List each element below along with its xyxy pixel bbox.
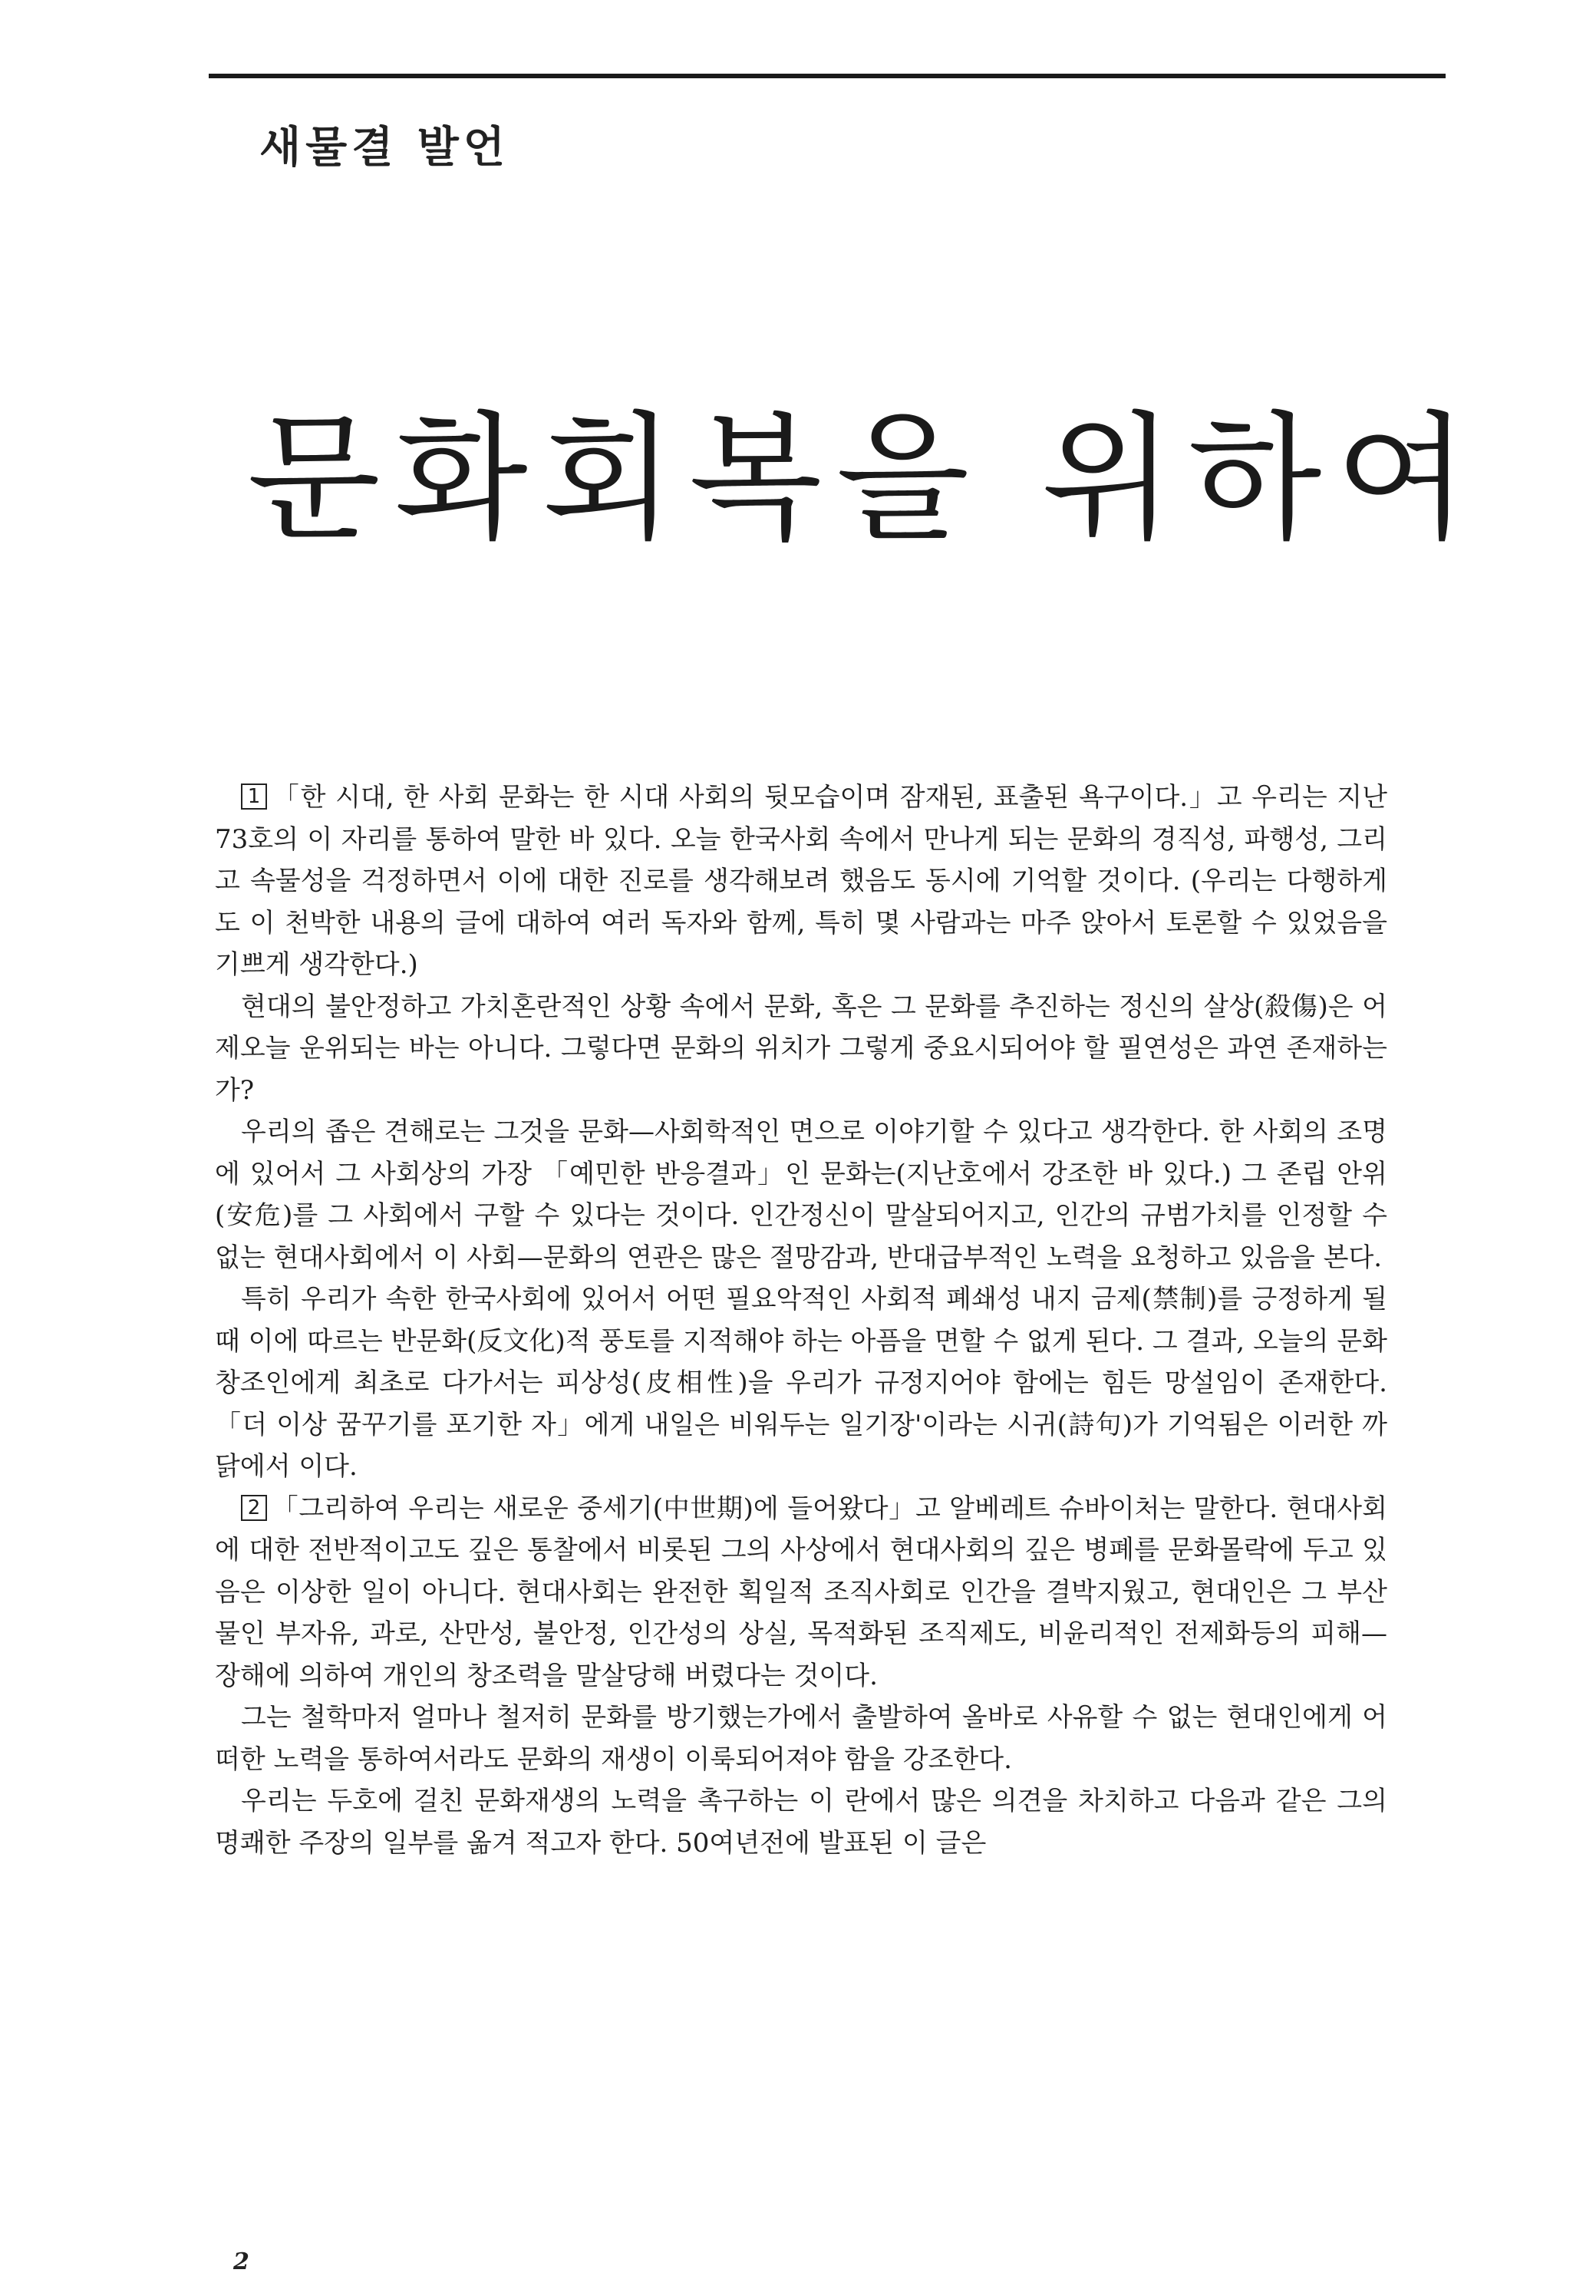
page-number: 2	[233, 2248, 249, 2275]
section-header: 새물결 발언	[259, 123, 509, 173]
paragraph	[215, 1488, 1387, 1697]
paragraph	[215, 1697, 1387, 1780]
paragraph-text: 「그리하여 우리는 새로운 중세기(中世期)에 들어왔다」고 알베레트 슈바이처는 말한다. 현대사회에 대한 전반적이고도 깊은 통찰에서 비롯된 그의 사상에서 현대사회의 깊은 병폐를 문화몰락에 두고 있음은 이상한 일이 아니다. 현대사회는 완전한 획일적 조직사회로 인간을 결박지웠고, 현대인은 그 부산물인 부자유, 과로, 산만성, 불안정, 인간성의 상실, 목적화된 조직제도, 비윤리적인 전제화등의 피해—장해에 의하여 개인의 창조력을 말살당해 버렸다는 것이다.	[215, 1493, 1387, 1691]
paragraph	[215, 986, 1387, 1112]
paragraph-text: 특히 우리가 속한 한국사회에 있어서 어떤 필요악적인 사회적 폐쇄성 내지 금제(禁制)를 긍정하게 될 때 이에 따르는 반문화(反文化)적 풍토를 지적해야 하는 아픔을 면할 수 없게 된다. 그 결과, 오늘의 문화창조인에게 최초로 다가서는 피상성(皮相性)을 우리가 규정지어야 함에는 힘든 망설임이 존재한다. 「더 이상 꿈꾸기를 포기한 자」에게 내일은 비워두는 일기장'이라는 시귀(詩句)가 기억됨은 이러한 까닭에서 이다.	[215, 1284, 1387, 1482]
article-body	[215, 777, 1387, 1864]
paragraph	[215, 777, 1387, 986]
paragraph-text: 현대의 불안정하고 가치혼란적인 상황 속에서 문화, 혹은 그 문화를 추진하는 정신의 살상(殺傷)은 어제오늘 운위되는 바는 아니다. 그렇다면 문화의 위치가 그렇게 중요시되어야 할 필연성은 과연 존재하는가?	[215, 991, 1387, 1106]
paragraph-text: 우리는 두호에 걸친 문화재생의 노력을 촉구하는 이 란에서 많은 의견을 차치하고 다음과 같은 그의 명쾌한 주장의 일부를 옮겨 적고자 한다. 50여년전에 발표된 이 글은	[215, 1786, 1387, 1859]
paragraph	[215, 1780, 1387, 1864]
article-title: 문화회복을 위하여	[247, 399, 1483, 559]
paragraph	[215, 1111, 1387, 1278]
paragraph-text: 그는 철학마저 얼마나 철저히 문화를 방기했는가에서 출발하여 올바로 사유할 수 없는 현대인에게 어떠한 노력을 통하여서라도 문화의 재생이 이룩되어져야 함을 강조한다.	[215, 1702, 1387, 1775]
top-rule	[209, 74, 1446, 78]
paragraph	[215, 1278, 1387, 1488]
paragraph-number-badge: 2	[241, 1495, 267, 1521]
paragraph-text: 우리의 좁은 견해로는 그것을 문화—사회학적인 면으로 이야기할 수 있다고 생각한다. 한 사회의 조명에 있어서 그 사회상의 가장 「예민한 반응결과」인 문화는(지난호에서 강조한 바 있다.) 그 존립 안위(安危)를 그 사회에서 구할 수 있다는 것이다. 인간정신이 말살되어지고, 인간의 규범가치를 인정할 수 없는 현대사회에서 이 사회—문화의 연관은 많은 절망감과, 반대급부적인 노력을 요청하고 있음을 본다.	[215, 1117, 1387, 1273]
paragraph-text: 「한 시대, 한 사회 문화는 한 시대 사회의 뒷모습이며 잠재된, 표출된 욕구이다.」고 우리는 지난 73호의 이 자리를 통하여 말한 바 있다. 오늘 한국사회 속에서 만나게 되는 문화의 경직성, 파행성, 그리고 속물성을 걱정하면서 이에 대한 진로를 생각해보려 했음도 동시에 기억할 것이다. (우리는 다행하게도 이 천박한 내용의 글에 대하여 여러 독자와 함께, 특히 몇 사람과는 마주 앉아서 토론할 수 있었음을 기쁘게 생각한다.)	[215, 782, 1387, 980]
paragraph-number-badge: 1	[241, 783, 267, 810]
